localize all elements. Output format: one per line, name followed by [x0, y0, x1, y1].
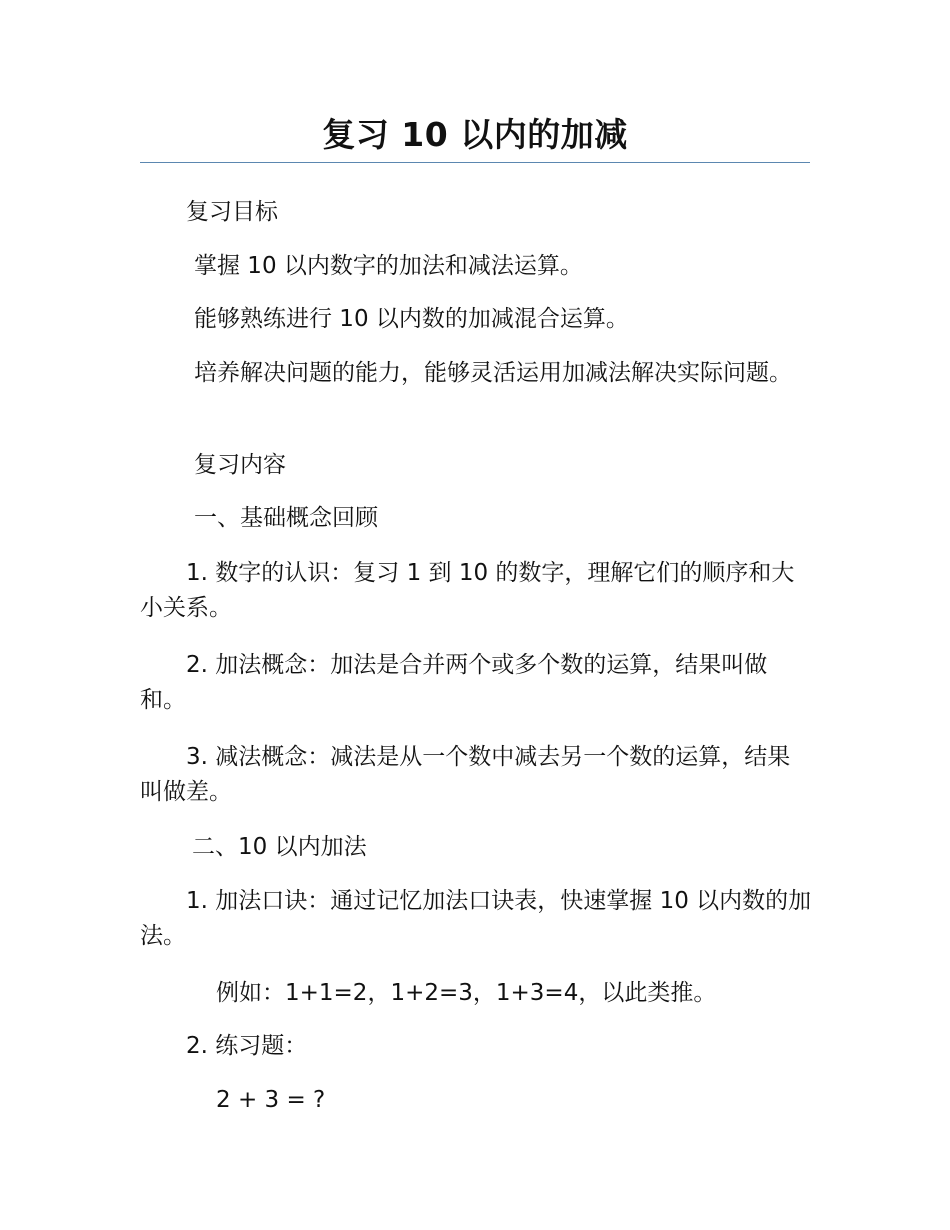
- paragraph-section-one-heading: 一、基础概念回顾: [194, 505, 378, 531]
- document-title: 复习 10 以内的加减: [322, 115, 628, 154]
- title-underline: [140, 162, 810, 163]
- paragraph-goal-3: 培养解决问题的能力，能够灵活运用加减法解决实际问题。: [194, 360, 792, 386]
- paragraph-goal-1: 掌握 10 以内数字的加法和减法运算。: [194, 253, 583, 279]
- paragraph-goal-2: 能够熟练进行 10 以内数的加减混合运算。: [194, 306, 629, 332]
- paragraph-concept-numbers: 1. 数字的认识：复习 1 到 10 的数字，理解它们的顺序和大小关系。: [140, 560, 795, 621]
- paragraph-addition-rhyme: 1. 加法口诀：通过记忆加法口诀表，快速掌握 10 以内数的加法。: [140, 888, 812, 949]
- paragraph-exercise-heading: 2. 练习题：: [186, 1033, 308, 1059]
- paragraph-section-two-heading: 二、10 以内加法: [192, 834, 367, 860]
- paragraph-exercise-1: 2 + 3 = ?: [216, 1087, 326, 1113]
- paragraph-review-content-heading: 复习内容: [194, 452, 286, 478]
- paragraph-review-goals-heading: 复习目标: [186, 199, 278, 225]
- paragraph-concept-subtraction: 3. 减法概念：减法是从一个数中减去另一个数的运算，结果叫做差。: [140, 744, 791, 805]
- paragraph-concept-addition: 2. 加法概念：加法是合并两个或多个数的运算，结果叫做和。: [140, 652, 768, 713]
- paragraph-example: 例如：1+1=2，1+2=3，1+3=4，以此类推。: [216, 980, 717, 1006]
